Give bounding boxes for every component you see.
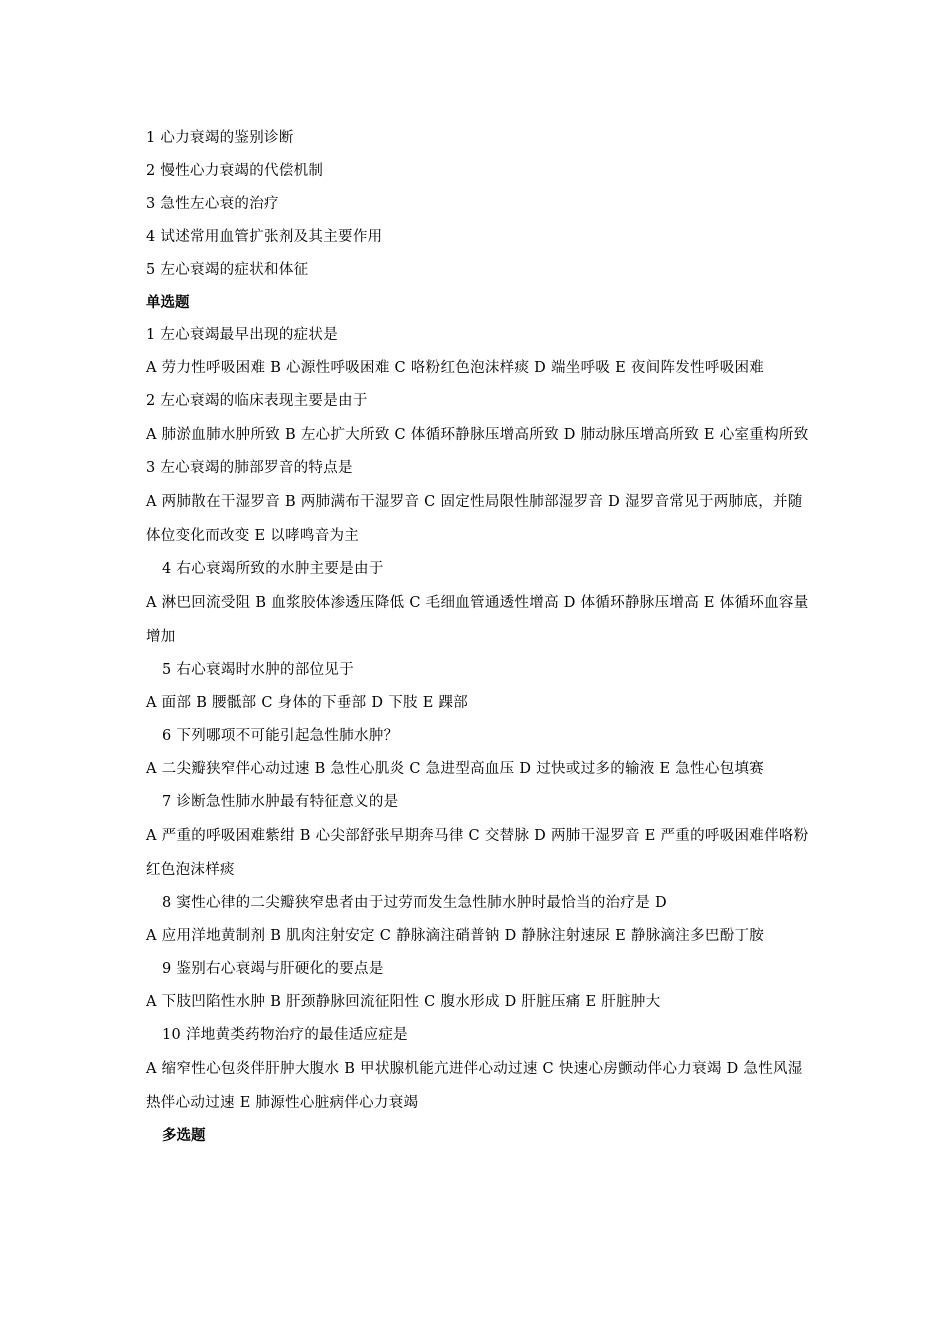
- question-options: A 缩窄性心包炎伴肝肿大腹水 B 甲状腺机能亢进伴心动过速 C 快速心房颤动伴心力衰竭 D 急性风湿热伴心动过速 E 肺源性心脏病伴心力衰竭: [146, 1061, 803, 1111]
- multi-choice-heading: 多选题: [162, 1128, 206, 1144]
- question-options: A 肺淤血肺水肿所致 B 左心扩大所致 C 体循环静脉压增高所致 D 肺动脉压增高所致 E 心室重构所致: [146, 427, 809, 443]
- document-page: [146, 122, 816, 1152]
- short-answer-item: 2 慢性心力衰竭的代偿机制: [146, 163, 324, 179]
- question-options: A 下肢凹陷性水肿 B 肝颈静脉回流征阳性 C 腹水形成 D 肝脏压痛 E 肝脏肿大: [146, 994, 661, 1010]
- question-stem: 9 鉴别右心衰竭与肝硬化的要点是: [162, 961, 384, 977]
- question-stem: 6 下列哪项不可能引起急性肺水肿？: [162, 728, 399, 744]
- question-options: A 劳力性呼吸困难 B 心源性呼吸困难 C 咯粉红色泡沫样痰 D 端坐呼吸 E 夜间阵发性呼吸困难: [146, 360, 765, 376]
- question-options: A 应用洋地黄制剂 B 肌肉注射安定 C 静脉滴注硝普钠 D 静脉注射速尿 E 静脉滴注多巴酚丁胺: [146, 928, 765, 944]
- question-stem: 4 右心衰竭所致的水肿主要是由于: [162, 561, 384, 577]
- short-answer-item: 5 左心衰竭的症状和体征: [146, 262, 309, 278]
- question-stem: 5 右心衰竭时水肿的部位见于: [162, 662, 355, 678]
- question-options: A 淋巴回流受阻 B 血浆胶体渗透压降低 C 毛细血管通透性增高 D 体循环静脉压增高 E 体循环血容量增加: [146, 595, 809, 645]
- question-stem: 10 洋地黄类药物治疗的最佳适应症是: [162, 1027, 408, 1043]
- short-answer-item: 4 试述常用血管扩张剂及其主要作用: [146, 229, 383, 245]
- question-stem: 1 左心衰竭最早出现的症状是: [146, 327, 339, 343]
- question-options: A 面部 B 腰骶部 C 身体的下垂部 D 下肢 E 踝部: [146, 695, 469, 711]
- short-answer-item: 3 急性左心衰的治疗: [146, 196, 279, 212]
- question-stem: 7 诊断急性肺水肿最有特征意义的是: [162, 794, 399, 810]
- question-stem: 3 左心衰竭的肺部罗音的特点是: [146, 460, 353, 476]
- question-options: A 严重的呼吸困难紫绀 B 心尖部舒张早期奔马律 C 交替脉 D 两肺干湿罗音 E 严重的呼吸困难伴咯粉红色泡沫样痰: [146, 828, 809, 878]
- single-choice-heading: 单选题: [146, 295, 190, 311]
- short-answer-item: 1 心力衰竭的鉴别诊断: [146, 130, 294, 146]
- question-stem: 2 左心衰竭的临床表现主要是由于: [146, 393, 368, 409]
- question-options: A 两肺散在干湿罗音 B 两肺满布干湿罗音 C 固定性局限性肺部湿罗音 D 湿罗音常见于两肺底，并随体位变化而改变 E 以哮鸣音为主: [146, 494, 803, 544]
- question-options: A 二尖瓣狭窄伴心动过速 B 急性心肌炎 C 急进型高血压 D 过快或过多的输液 E 急性心包填赛: [146, 761, 765, 777]
- question-stem: 8 窦性心律的二尖瓣狭窄患者由于过劳而发生急性肺水肿时最恰当的治疗是 D: [162, 895, 667, 911]
